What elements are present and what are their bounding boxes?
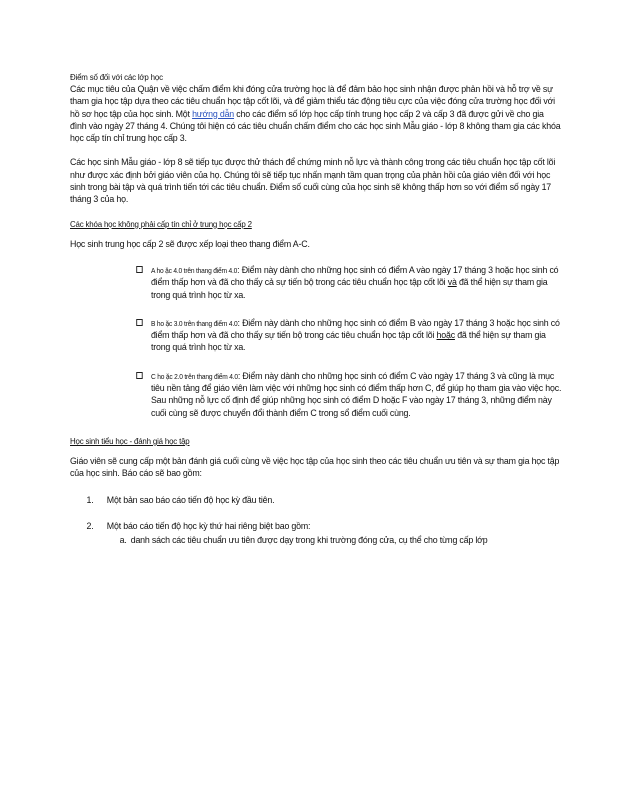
grade-text: : Điểm này dành cho những học sinh có điểm A vào ngày 17 tháng 3 hoặc học sinh có điểm thấp hơn và đã cho thấy cả sự tiến bộ trong các tiêu chuẩn học tập cốt lõi	[150, 264, 559, 289]
list-item-text: Một bản sao báo cáo tiến độ học kỳ đầu tiên.	[106, 494, 275, 506]
grade-label: A ho ặc 4.0 trên thang điểm 4.0	[150, 265, 238, 275]
paragraph-text: Các mục tiêu của Quận về việc chấm điểm khi đóng cửa trường học là để đảm bảo học sinh nhận được phản hồi và hỗ trợ về sự tham gia học tập dựa theo các tiêu chuẩn học tập cốt lõi, và để giảm thiểu tác động tiêu cực của việc đóng cửa trường học đối với hồ sơ học tập của học sinh. Một	[70, 84, 555, 120]
list-item	[87, 521, 562, 548]
grade-list	[136, 265, 561, 420]
paragraph-elementary-assessment: Giáo viên sẽ cung cấp một bản đánh giá cuối cùng về việc học tập của học sinh theo các tiêu chuẩn ưu tiên và sự tham gia học tập của học sinh. Báo cáo sẽ bao gồm:	[70, 455, 560, 480]
sub-list-letter: a.	[119, 535, 127, 547]
paragraph-k8-students: Các học sinh Mẫu giáo - lớp 8 sẽ tiếp tục được thử thách để chứng minh nỗ lực và thành công trong các tiêu chuẩn học tập cốt lõi như được xác định bởi giáo viên của họ. Chúng tôi sẽ tiếp tục nhấn mạnh tầm quan trọng của phản hồi của giáo viên đối với học sinh trong bài tập và quá trình tiến tới các tiêu chuẩn. Điểm số cuối cùng của học sinh sẽ không thấp hơn so với điểm số ngày 17 tháng 3 của họ.	[70, 157, 556, 206]
grade-text: đã thể hiện sự tham gia trong quá trình học từ xa.	[150, 330, 546, 354]
grade-text: : Điểm này dành cho những học sinh có điểm C vào ngày 17 tháng 3 và cũng là mục tiêu nền tảng để giáo viên làm việc với những học sinh có điểm thấp hơn C, để giúp họ tham gia vào việc học. Sau những nỗ lực cố định để giúp những học sinh có điểm D hoặc F vào ngày 17 tháng 3, những điểm này cuối cùng sẽ được chuyển đổi thành điểm C trong sổ điểm cuối cùng.	[150, 370, 562, 419]
sub-list-item-text: danh sách các tiêu chuẩn ưu tiên được dạy trong khi trường đóng cửa, cụ thể cho từng cấp lớp	[130, 535, 488, 547]
section-heading-elementary: Học sinh tiểu học - đánh giá học tập	[70, 435, 190, 446]
grade-text: đã thể hiện sự tham gia trong quá trình học từ xa.	[150, 277, 548, 301]
bullet-icon	[136, 266, 142, 273]
list-item-text: Một báo cáo tiến độ học kỳ thứ hai riêng biệt bao gồm:	[106, 520, 311, 532]
grade-text-underlined: hoặc	[436, 330, 455, 342]
list-item	[87, 495, 562, 507]
section-heading-grades: Điểm số đối với các lớp học	[70, 72, 163, 82]
report-items-list	[70, 495, 561, 548]
grade-text: : Điểm này dành cho những học sinh có điểm B vào ngày 17 tháng 3 hoặc học sinh có điểm thấp hơn và đã cho thấy sự tiến bộ trong các tiêu chuẩn học tập cốt lõi	[150, 317, 560, 342]
grade-item-c	[136, 371, 561, 420]
grade-text-underlined: và	[447, 277, 457, 289]
paragraph-text: cho các điểm số lớp học cấp tính trung học cấp 2 và cấp 3 đã được gửi về cho gia đình vào ngày 27 tháng 4. Chúng tôi hiện có các tiêu chuẩn chấm điểm cho các học sinh Mẫu giáo - lớp 8 không tham gia các khóa học cấp tín chỉ trung học cấp 3.	[70, 108, 561, 145]
document-body	[70, 72, 561, 547]
paragraph-middle-school-scale: Học sinh trung học cấp 2 sẽ được xếp loại theo thang điểm A-C.	[70, 238, 310, 250]
bullet-icon	[136, 319, 142, 326]
list-number: 2.	[86, 520, 94, 532]
list-number: 1.	[86, 494, 94, 506]
sub-list-item	[120, 535, 562, 547]
grade-item-b	[136, 318, 561, 355]
guide-link[interactable]: hướng dẫn	[192, 108, 235, 120]
grade-label: C ho ặc 2.0 trên thang điểm 4.0	[150, 371, 238, 381]
grade-item-a	[136, 265, 561, 302]
bullet-icon	[136, 372, 142, 379]
paragraph-grading-goals	[70, 84, 561, 145]
grade-label: B ho ặc 3.0 trên thang điểm 4.0	[150, 318, 238, 328]
section-heading-non-credit: Các khóa học không phải cấp tín chỉ ở trung học cấp 2	[70, 218, 252, 229]
